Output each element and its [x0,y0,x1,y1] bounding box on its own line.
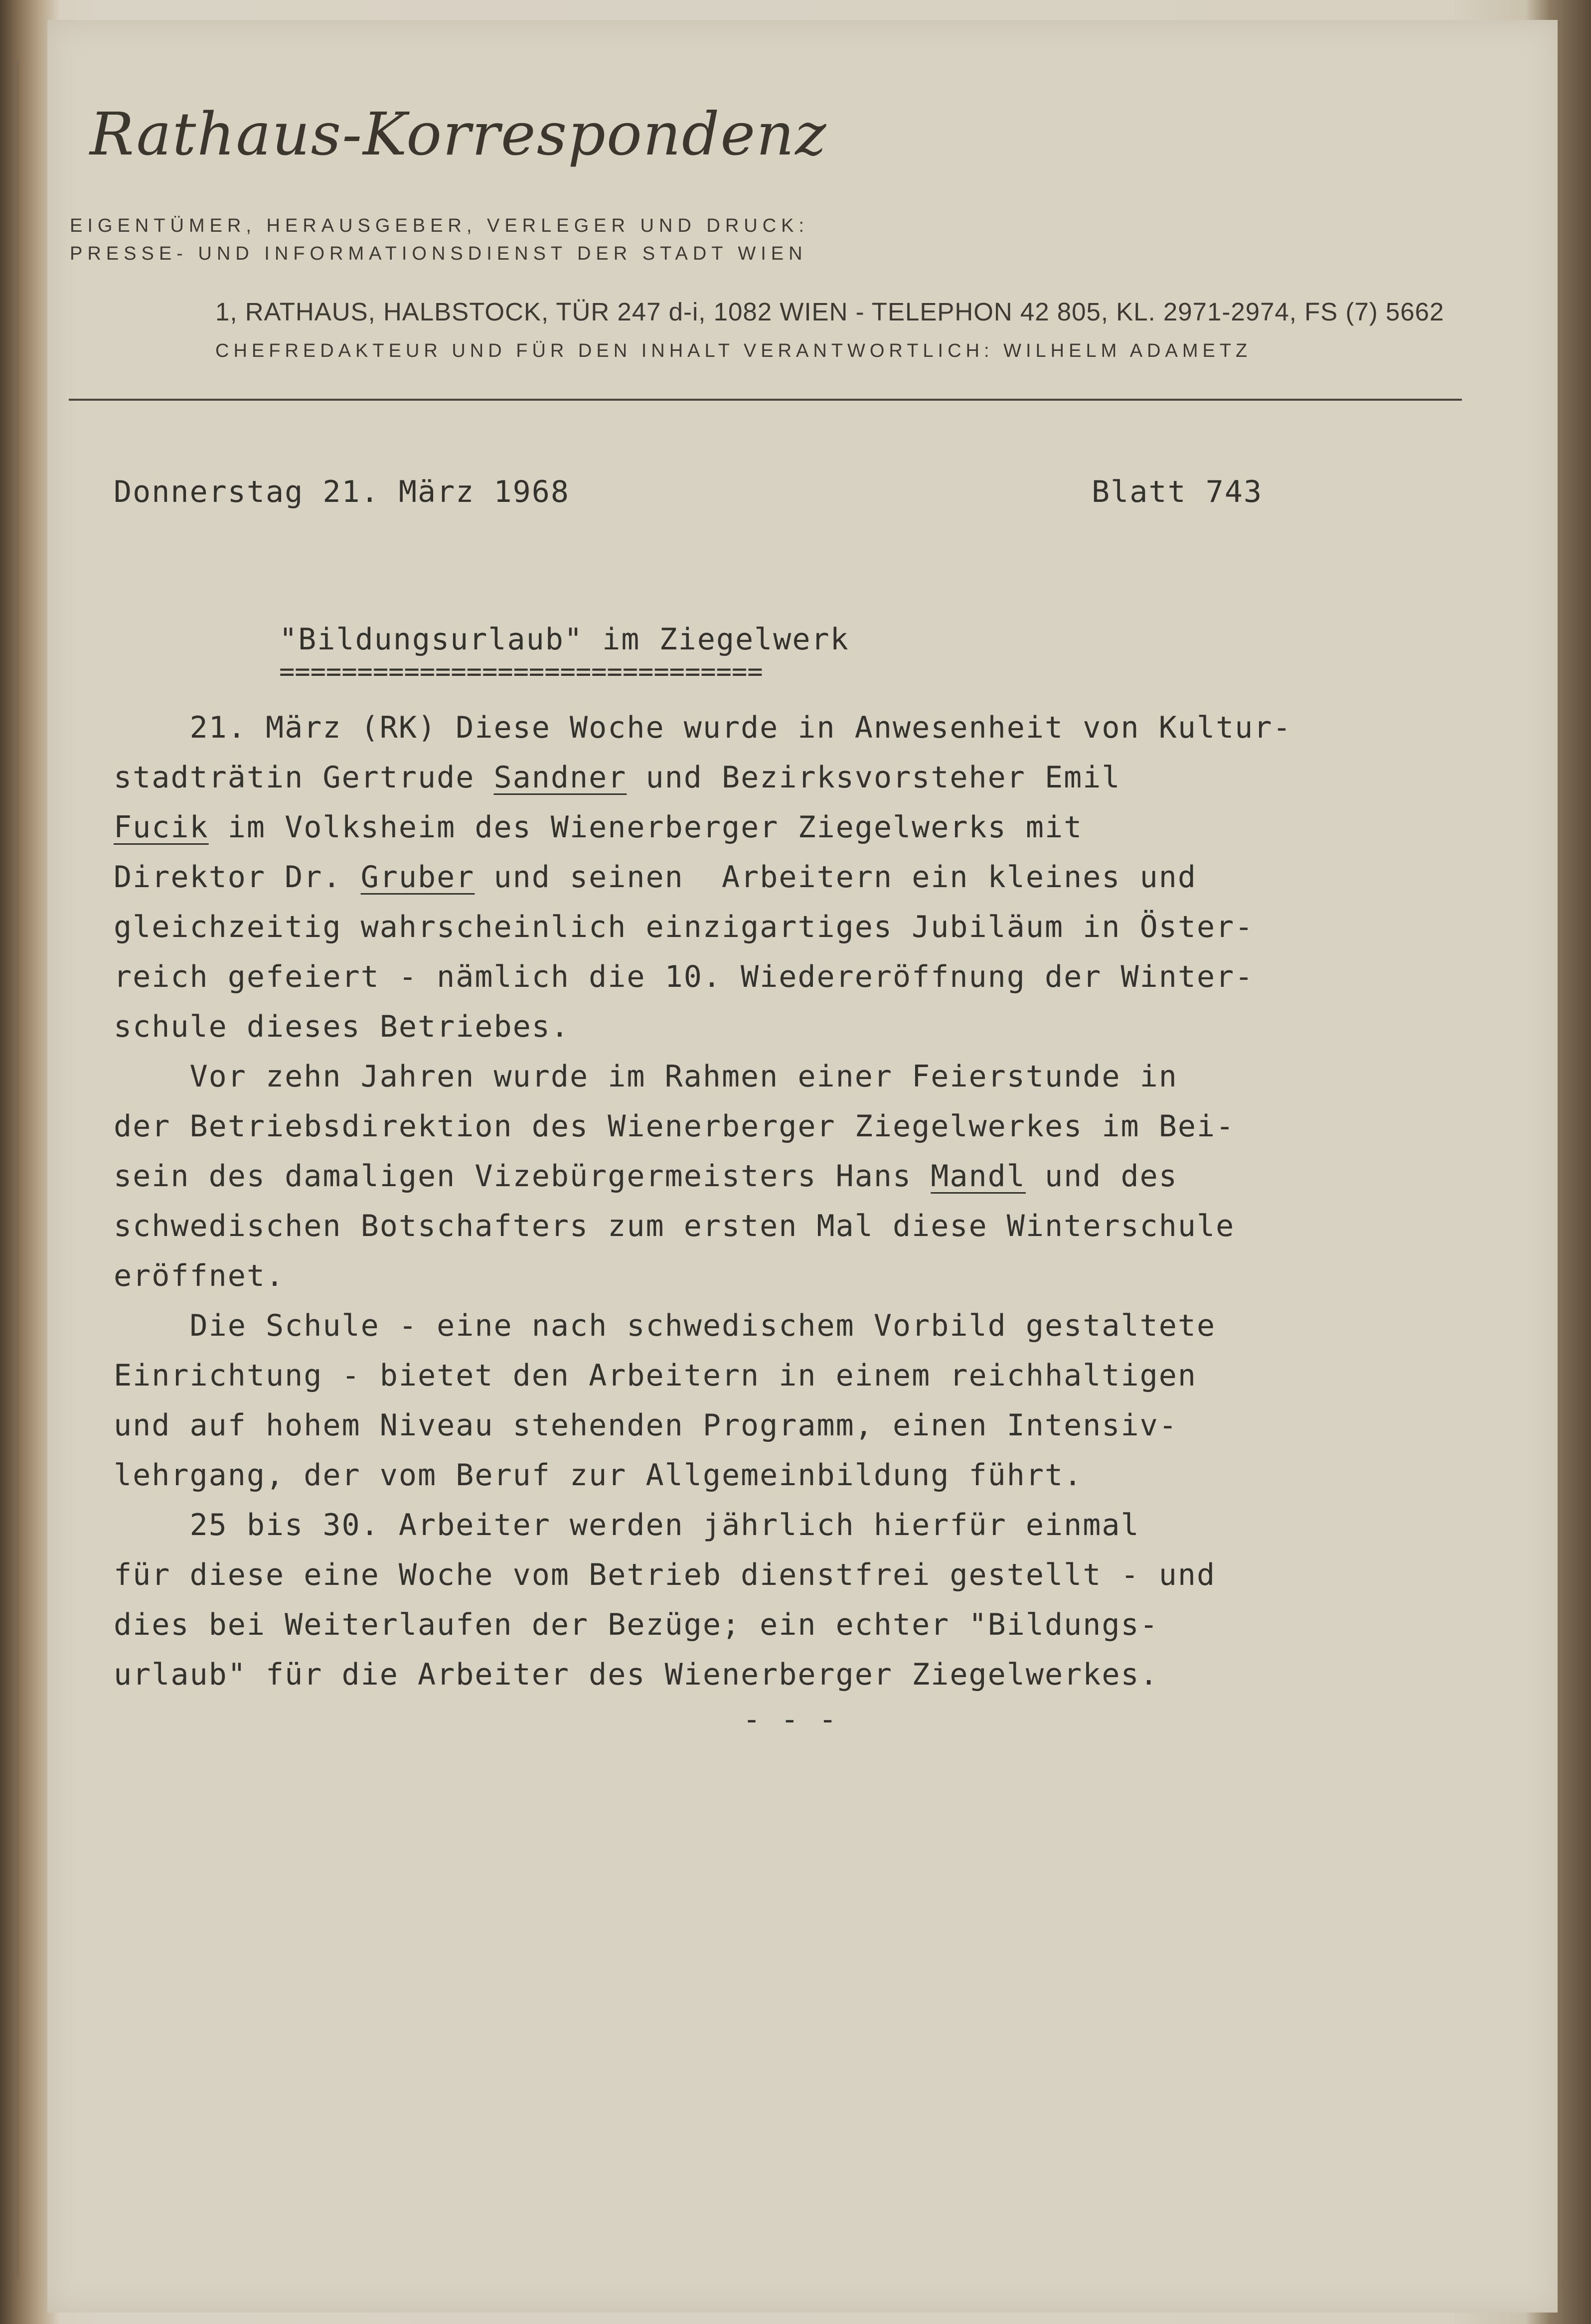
sheet-number: Blatt 743 [1092,474,1263,509]
text-line: für diese eine Woche vom Betrieb dienstfrei gestellt - und [114,1557,1216,1592]
headline-underline: =============================== [279,657,763,687]
text-line: Direktor Dr. [114,860,361,895]
text-line: und Bezirksvorsteher Emil [627,760,1121,795]
text-line: und auf hohem Niveau stehenden Programm, einen Intensiv- [114,1408,1178,1443]
text-line: schule dieses Betriebes. [114,1009,570,1044]
masthead-title: Rathaus-Korrespondenz [90,100,827,168]
text-line: Einrichtung - bietet den Arbeitern in einem reichhaltigen [114,1358,1197,1393]
text-line: 21. März (RK) Diese Woche wurde in Anwesenheit von Kultur- [114,710,1292,745]
text-line: gleichzeitig wahrscheinlich einzigartiges Jubiläum in Öster- [114,910,1254,944]
article-body [114,703,1292,1700]
closing-mark: - - - [743,1702,838,1737]
text-line: lehrgang, der vom Beruf zur Allgemeinbildung führt. [114,1458,1083,1493]
text-line: der Betriebsdirektion des Wienerberger Ziegelwerkes im Bei- [114,1109,1235,1144]
masthead-owner-line-2: PRESSE- UND INFORMATIONSDIENST DER STADT WIEN [70,243,807,264]
binding-spine [14,60,19,2278]
name-underlined: Fucik [114,810,209,845]
text-line: und des [1025,1159,1178,1194]
text-line: Vor zehn Jahren wurde im Rahmen einer Feierstunde in [114,1059,1178,1094]
text-line: urlaub" für die Arbeiter des Wienerberger Ziegelwerkes. [114,1657,1159,1692]
text-line: stadträtin Gertrude [114,760,494,795]
text-line: Die Schule - eine nach schwedischem Vorbild gestaltete [114,1308,1216,1343]
text-line: 25 bis 30. Arbeiter werden jährlich hierfür einmal [114,1508,1140,1543]
name-underlined: Mandl [931,1159,1026,1194]
text-line: im Volksheim des Wienerberger Ziegelwerks mit [208,810,1083,845]
text-line: eröffnet. [114,1258,285,1293]
text-line: dies bei Weiterlaufen der Bezüge; ein echter "Bildungs- [114,1607,1159,1642]
article-headline: "Bildungsurlaub" im Ziegelwerk [279,622,849,657]
masthead-address-line: 1, RATHAUS, HALBSTOCK, TÜR 247 d-i, 1082 WIEN - TELEPHON 42 805, KL. 2971-2974, FS (7) 5662 [215,298,1444,326]
text-line: sein des damaligen Vizebürgermeisters Hans [114,1159,931,1194]
masthead-owner-line-1: EIGENTÜMER, HERAUSGEBER, VERLEGER UND DRUCK: [70,215,809,236]
name-underlined: Gruber [360,860,475,895]
masthead-divider [69,399,1462,401]
text-line: und seinen Arbeitern ein kleines und [475,860,1197,895]
dateline: Donnerstag 21. März 1968 [114,474,570,509]
text-line: reich gefeiert - nämlich die 10. Wiedereröffnung der Winter- [114,959,1254,994]
name-underlined: Sandner [493,760,627,795]
text-line: schwedischen Botschafters zum ersten Mal diese Winterschule [114,1209,1235,1243]
masthead-editor-line: CHEFREDAKTEUR UND FÜR DEN INHALT VERANTWORTLICH: WILHELM ADAMETZ [215,340,1252,361]
